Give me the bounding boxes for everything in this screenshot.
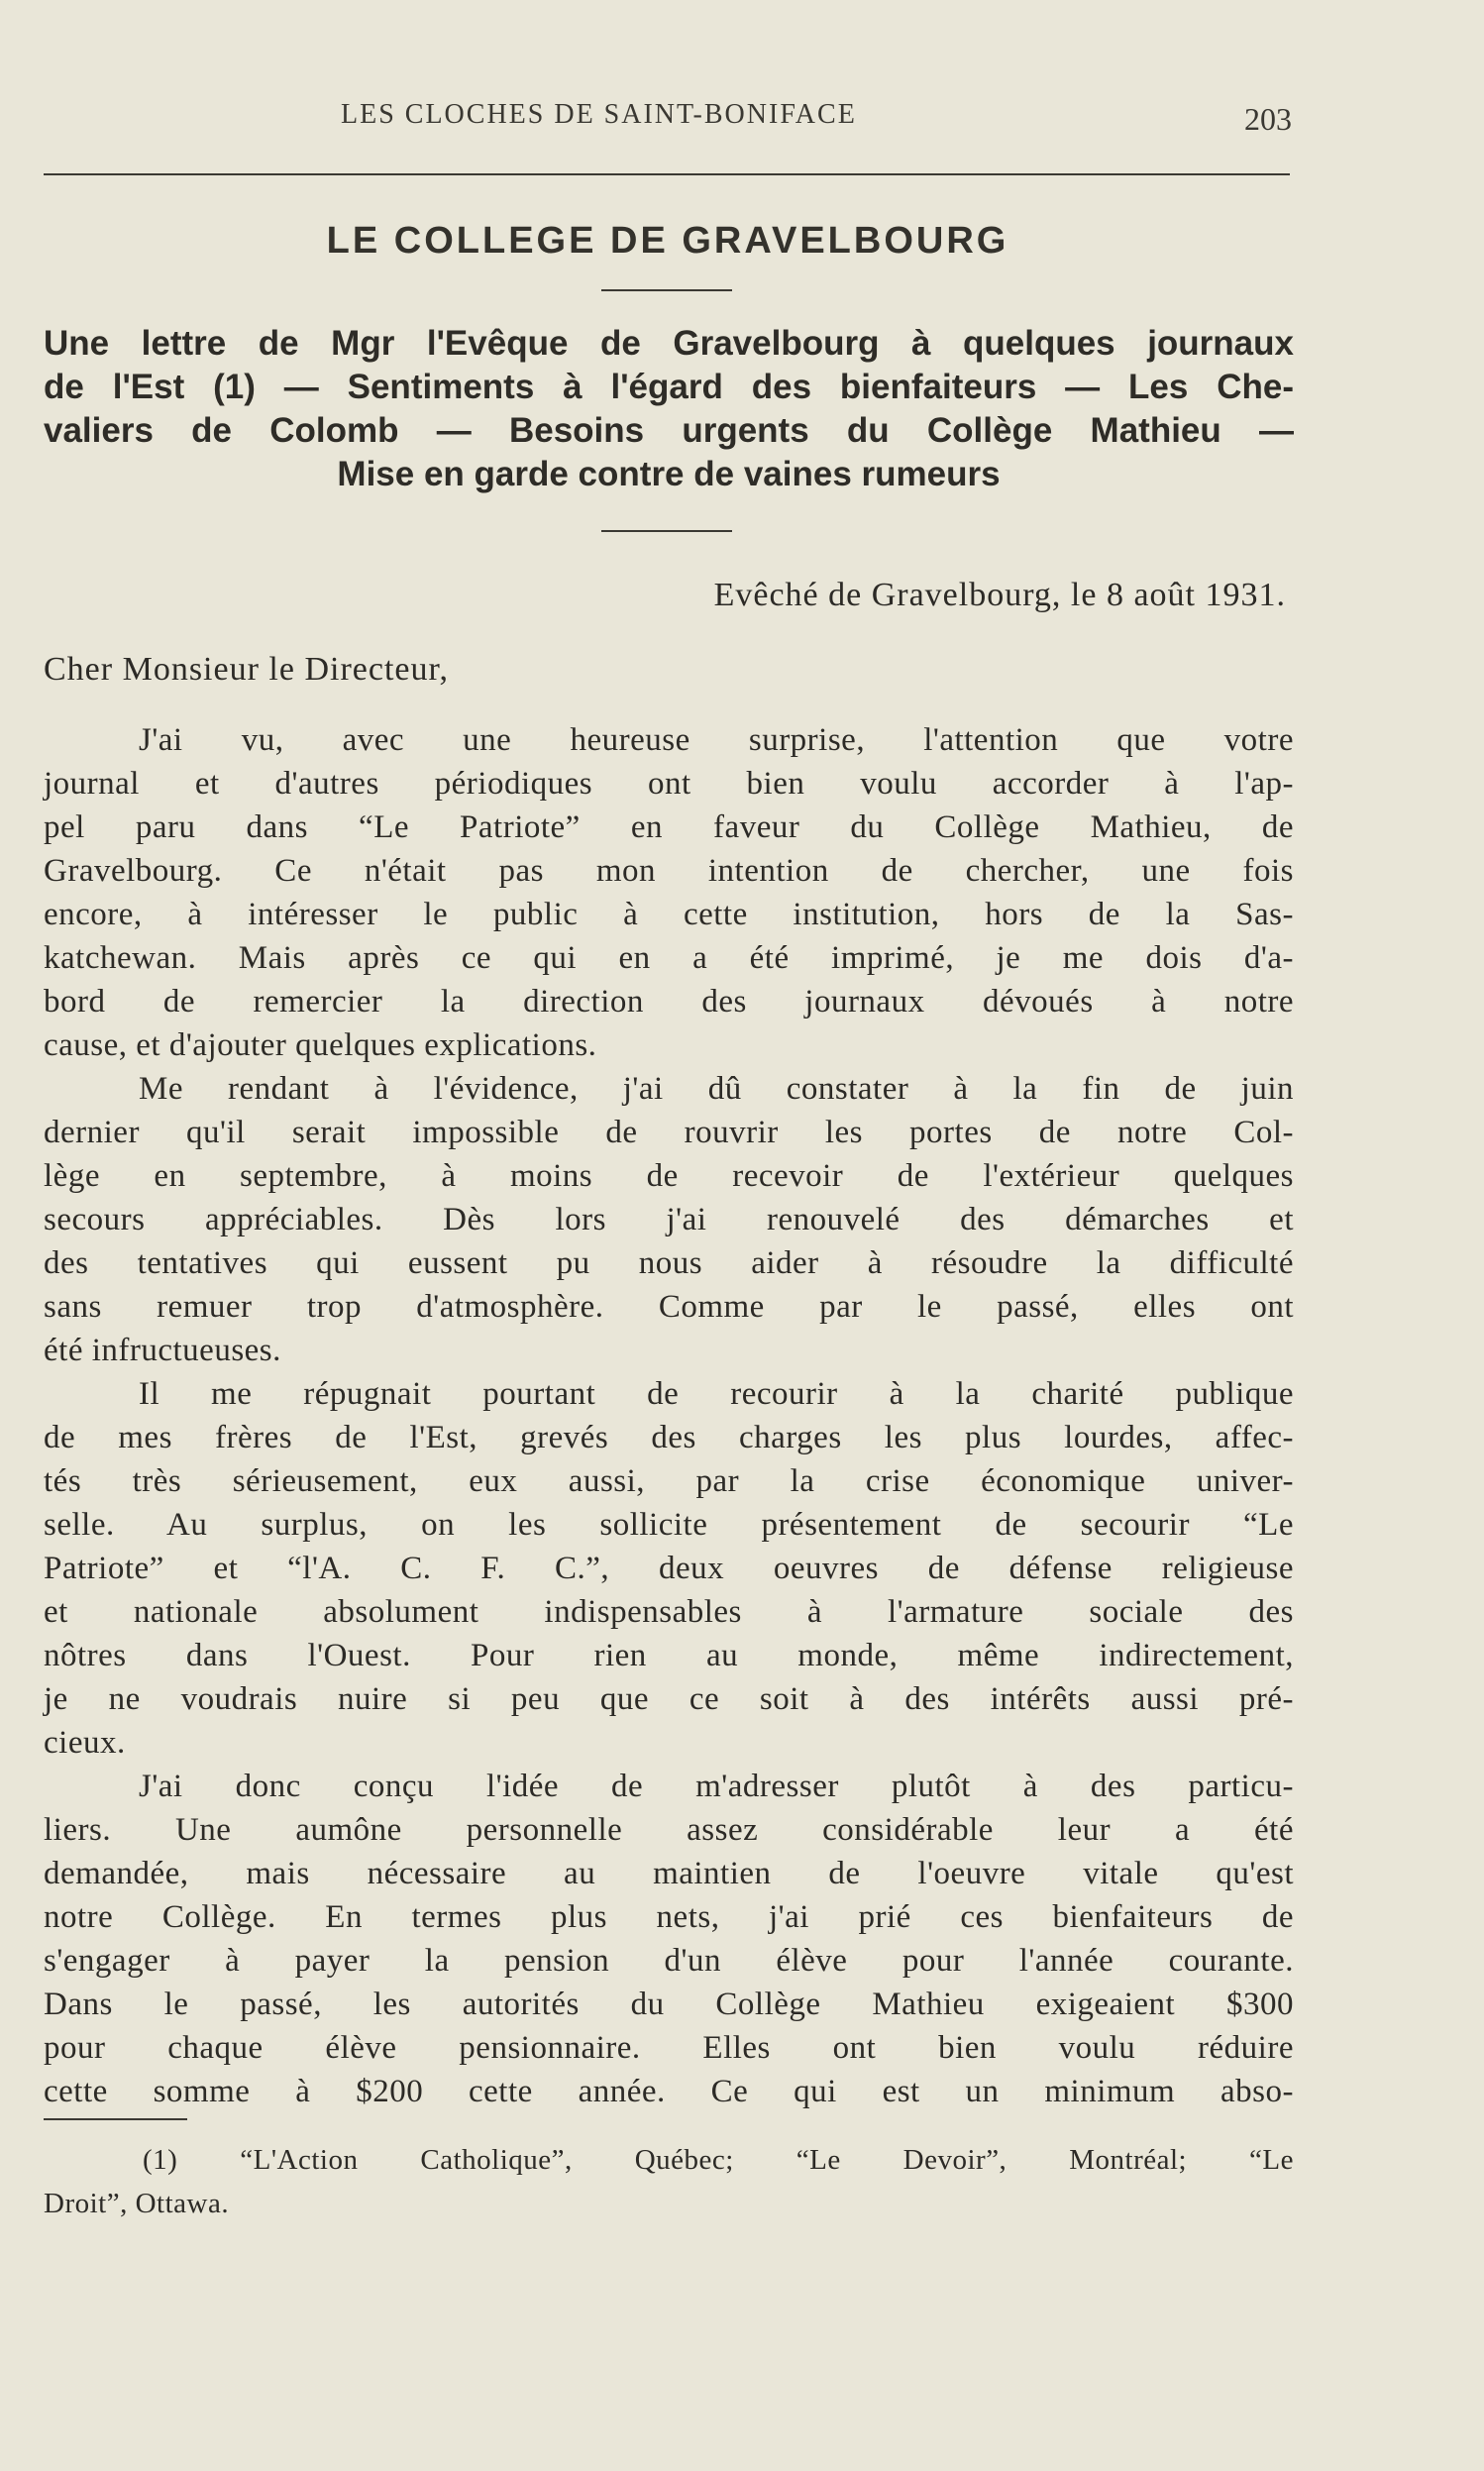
body-line: notre Collège. En termes plus nets, j'ai prié ces bienfaiteurs de xyxy=(44,1899,1294,1935)
body-line: journal et d'autres périodiques ont bien voulu accorder à l'ap- xyxy=(44,766,1294,802)
dateline: Evêché de Gravelbourg, le 8 août 1931. xyxy=(713,577,1286,613)
page-number: 203 xyxy=(1244,101,1292,137)
footnote-line: (1) “L'Action Catholique”, Québec; “Le Devoir”, Montréal; “Le xyxy=(143,2144,1294,2176)
body-line: cieux. xyxy=(44,1725,126,1761)
body-line: été infructueuses. xyxy=(44,1333,281,1368)
body-line: lège en septembre, à moins de recevoir de l'extérieur quelques xyxy=(44,1158,1294,1194)
summary-line: de l'Est (1) — Sentiments à l'égard des bienfaiteurs — Les Che- xyxy=(44,368,1294,406)
body-line: Dans le passé, les autorités du Collège Mathieu exigeaient $300 xyxy=(44,1987,1294,2022)
body-line: sans remuer trop d'atmosphère. Comme par le passé, elles ont xyxy=(44,1289,1294,1325)
body-line: demandée, mais nécessaire au maintien de l'oeuvre vitale qu'est xyxy=(44,1856,1294,1891)
title-divider xyxy=(601,289,732,291)
body-line: cette somme à $200 cette année. Ce qui est un minimum abso- xyxy=(44,2074,1294,2109)
footnote-rule xyxy=(44,2118,187,2120)
body-line: katchewan. Mais après ce qui en a été imprimé, je me dois d'a- xyxy=(44,940,1294,976)
letter-body xyxy=(44,718,1294,2113)
salutation: Cher Monsieur le Directeur, xyxy=(44,651,449,688)
running-header xyxy=(44,91,1292,141)
body-line: bord de remercier la direction des journaux dévoués à notre xyxy=(44,984,1294,1020)
summary-divider xyxy=(601,530,732,532)
header-rule xyxy=(44,173,1290,175)
summary-line: valiers de Colomb — Besoins urgents du Collège Mathieu — xyxy=(44,411,1294,450)
body-line: pour chaque élève pensionnaire. Elles ont bien voulu réduire xyxy=(44,2030,1294,2066)
body-line: des tentatives qui eussent pu nous aider à résoudre la difficulté xyxy=(44,1245,1294,1281)
body-line: dernier qu'il serait impossible de rouvrir les portes de notre Col- xyxy=(44,1115,1294,1150)
body-line: cause, et d'ajouter quelques explications. xyxy=(44,1027,597,1063)
summary-line: Mise en garde contre de vaines rumeurs xyxy=(337,455,1001,493)
body-line: J'ai donc conçu l'idée de m'adresser plutôt à des particu- xyxy=(139,1769,1294,1804)
body-line: je ne voudrais nuire si peu que ce soit à des intérêts aussi pré- xyxy=(44,1681,1294,1717)
body-line: nôtres dans l'Ouest. Pour rien au monde, même indirectement, xyxy=(44,1638,1294,1673)
body-line: tés très sérieusement, eux aussi, par la crise économique univer- xyxy=(44,1463,1294,1499)
body-line: s'engager à payer la pension d'un élève pour l'année courante. xyxy=(44,1943,1294,1979)
body-line: pel paru dans “Le Patriote” en faveur du Collège Mathieu, de xyxy=(44,809,1294,845)
body-line: Me rendant à l'évidence, j'ai dû constater à la fin de juin xyxy=(139,1071,1294,1107)
footnote-line: Droit”, Ottawa. xyxy=(44,2188,230,2219)
body-line: selle. Au surplus, on les sollicite présentement de secourir “Le xyxy=(44,1507,1294,1543)
body-line: encore, à intéresser le public à cette institution, hors de la Sas- xyxy=(44,897,1294,932)
article-title: LE COLLEGE DE GRAVELBOURG xyxy=(326,220,1009,262)
body-line: secours appréciables. Dès lors j'ai renouvelé des démarches et xyxy=(44,1202,1294,1237)
body-line: J'ai vu, avec une heureuse surprise, l'attention que votre xyxy=(139,722,1294,758)
body-line: de mes frères de l'Est, grevés des charges les plus lourdes, affec- xyxy=(44,1420,1294,1455)
summary-line: Une lettre de Mgr l'Evêque de Gravelbourg à quelques journaux xyxy=(44,324,1294,363)
body-line: Patriote” et “l'A. C. F. C.”, deux oeuvres de défense religieuse xyxy=(44,1551,1294,1586)
footnote xyxy=(44,2138,1294,2225)
body-line: Gravelbourg. Ce n'était pas mon intention de chercher, une fois xyxy=(44,853,1294,889)
body-line: et nationale absolument indispensables à l'armature sociale des xyxy=(44,1594,1294,1630)
running-title: LES CLOCHES DE SAINT-BONIFACE xyxy=(341,99,857,130)
body-line: liers. Une aumône personnelle assez considérable leur a été xyxy=(44,1812,1294,1848)
article-summary xyxy=(44,322,1294,496)
body-line: Il me répugnait pourtant de recourir à la charité publique xyxy=(139,1376,1294,1412)
